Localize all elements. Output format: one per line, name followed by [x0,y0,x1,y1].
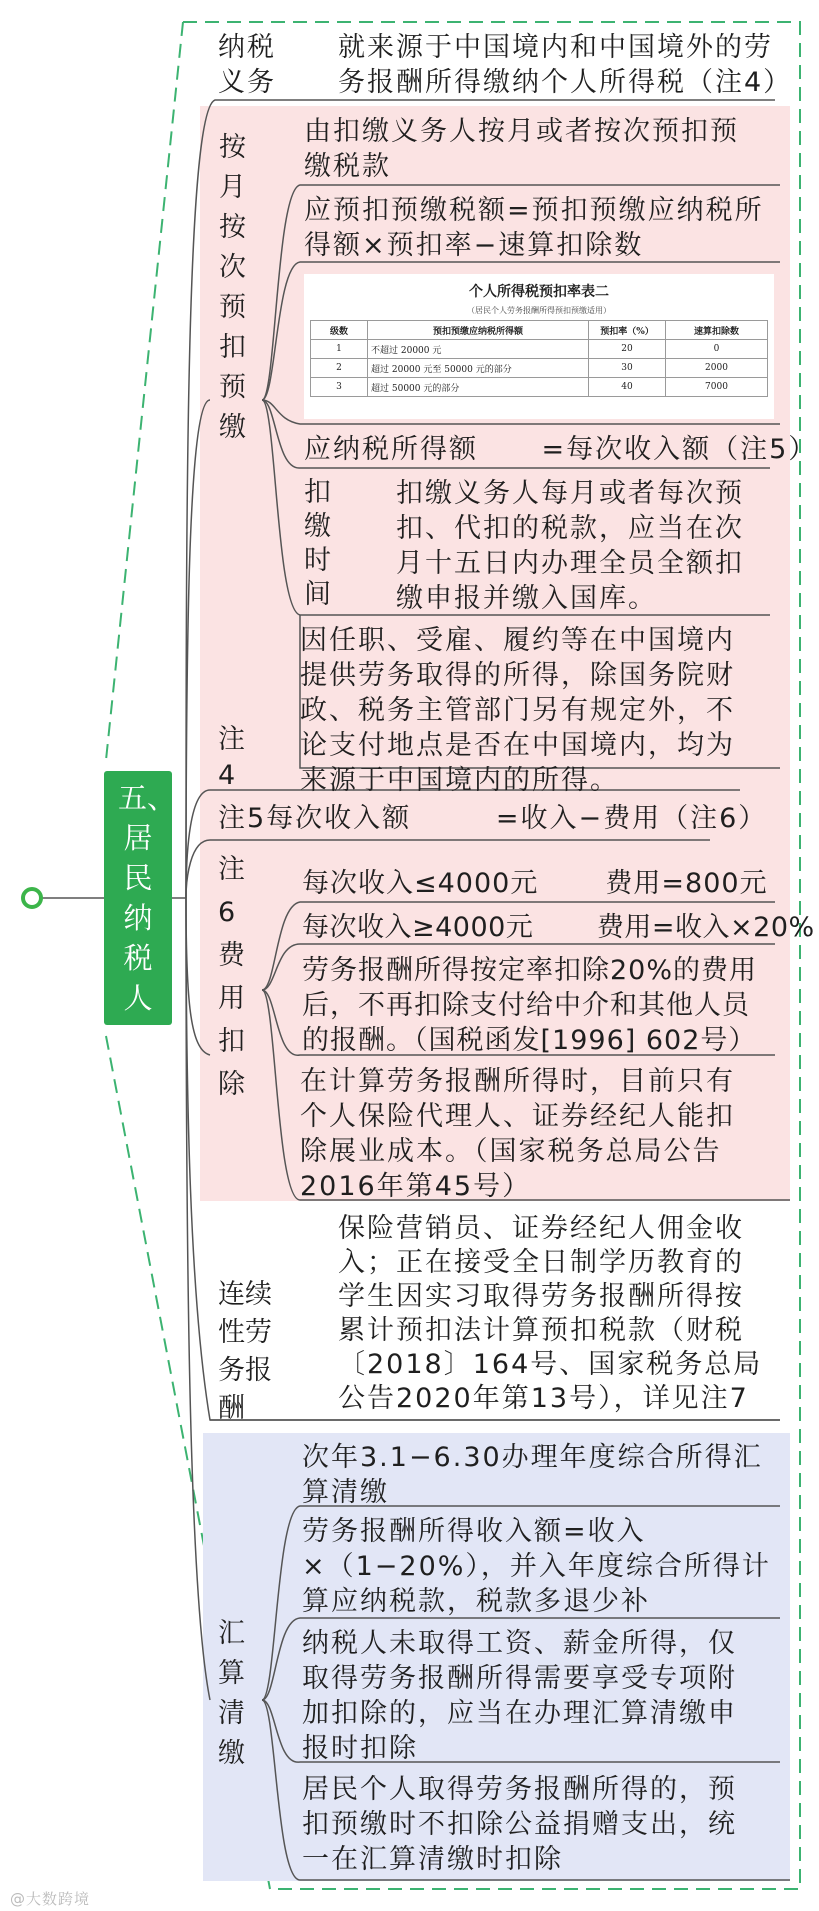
rate-table-header: 预扣预缴应纳税所得额 [368,321,589,340]
note6-row1: 每次收入≤4000元 费用=800元 [302,868,768,899]
settlement-row2: 劳务报酬所得收入额=收入 ×（1−20%），并入年度综合所得计 算应纳税款，税款多退少补 [302,1516,771,1617]
rate-table-cell: 2000 [666,359,768,378]
prepay-method: 由扣缴义务人按月或者按次预扣预 缴税款 [304,116,739,182]
settlement-row3: 纳税人未取得工资、薪金所得，仅 取得劳务报酬所得需要享受专项附 加扣除的，应当在办理汇算清缴申 报时扣除 [302,1628,737,1764]
note6-row2: 每次收入≥4000元 费用=收入×20% [302,912,815,943]
root-label: 五、居民纳税人 [118,781,177,1015]
watermark-text: @大数跨境 [10,1890,91,1908]
rate-table-header: 速算扣除数 [666,321,768,340]
settlement-row4: 居民个人取得劳务报酬所得的，预 扣预缴时不扣除公益捐赠支出，统 一在汇算清缴时扣除 [302,1774,737,1875]
note5-text: 注5每次收入额 =收入−费用（注6） [218,803,768,834]
rate-table-cell: 7000 [666,378,768,397]
deadline-label: 扣 缴 时 间 [304,477,331,610]
continuous-text: 保险营销员、证券经纪人佣金收 入；正在接受全日制学历教育的 学生因实习取得劳务报酬所得按 累计预扣法计算预扣税款（财税 〔2018〕164号、国家税务总局 公告2020年第13号），详见注7 [338,1213,763,1414]
obligation-label: 纳税 义务 [218,32,276,98]
note4-text: 因任职、受雇、履约等在中国境内 提供劳务取得的所得，除国务院财 政、税务主管部门另有规定外，不 论支付地点是否在中国境内，均为 来源于中国境内的所得。 [300,625,735,796]
rate-table-header: 预扣率（%） [589,321,666,340]
root-anchor-dot [21,887,43,909]
rate-table-cell: 超过 20000 元至 50000 元的部分 [368,359,589,378]
rate-table-row [311,340,768,359]
note6-row4: 在计算劳务报酬所得时，目前只有 个人保险代理人、证券经纪人能扣 除展业成本。（国家税务总局公告 2016年第45号） [300,1066,735,1202]
rate-table-cell: 0 [666,340,768,359]
rate-table-cell: 3 [311,378,368,397]
rate-table-header: 级数 [311,321,368,340]
obligation-text: 就来源于中国境内和中国境外的劳 务报酬所得缴纳个人所得税（注4） [338,32,793,98]
prepay-label: 按 月 按 次 预 扣 预 缴 [219,132,246,443]
settlement-label: 汇 算 清 缴 [218,1618,245,1769]
note6-label: 注 6 费 用 扣 除 [218,854,245,1100]
root-node[interactable] [104,771,177,1025]
rate-table-row [311,359,768,378]
rate-table-cell: 1 [311,340,368,359]
rate-table-card [304,274,774,419]
continuous-label: 连续 性劳 务报 酬 [218,1279,272,1424]
deadline-text: 扣缴义务人每月或者每次预 扣、代扣的税款，应当在次 月十五日内办理全员全额扣 缴申报并缴入国库。 [396,478,744,614]
rate-table [310,320,768,397]
rate-table-cell: 40 [589,378,666,397]
note4-label: 注 4 [218,724,245,791]
taxable-income: 应纳税所得额 =每次收入额（注5） [304,434,818,465]
rate-table-subtitle: （居民个人劳务报酬所得预扣预缴适用） [467,306,611,315]
rate-table-row [311,378,768,397]
prepay-formula: 应预扣预缴税额=预扣预缴应纳税所 得额×预扣率−速算扣除数 [304,195,764,261]
rate-table-cell: 2 [311,359,368,378]
rate-table-cell: 超过 50000 元的部分 [368,378,589,397]
rate-table-cell: 不超过 20000 元 [368,340,589,359]
settlement-row1: 次年3.1−6.30办理年度综合所得汇 算清缴 [302,1442,763,1508]
rate-table-cell: 20 [589,340,666,359]
note6-row3: 劳务报酬所得按定率扣除20%的费用 后，不再扣除支付给中介和其他人员 的报酬。（国税函发[1996] 602号） [302,955,758,1056]
rate-table-title: 个人所得税预扣率表二 [469,284,609,300]
rate-table-cell: 30 [589,359,666,378]
